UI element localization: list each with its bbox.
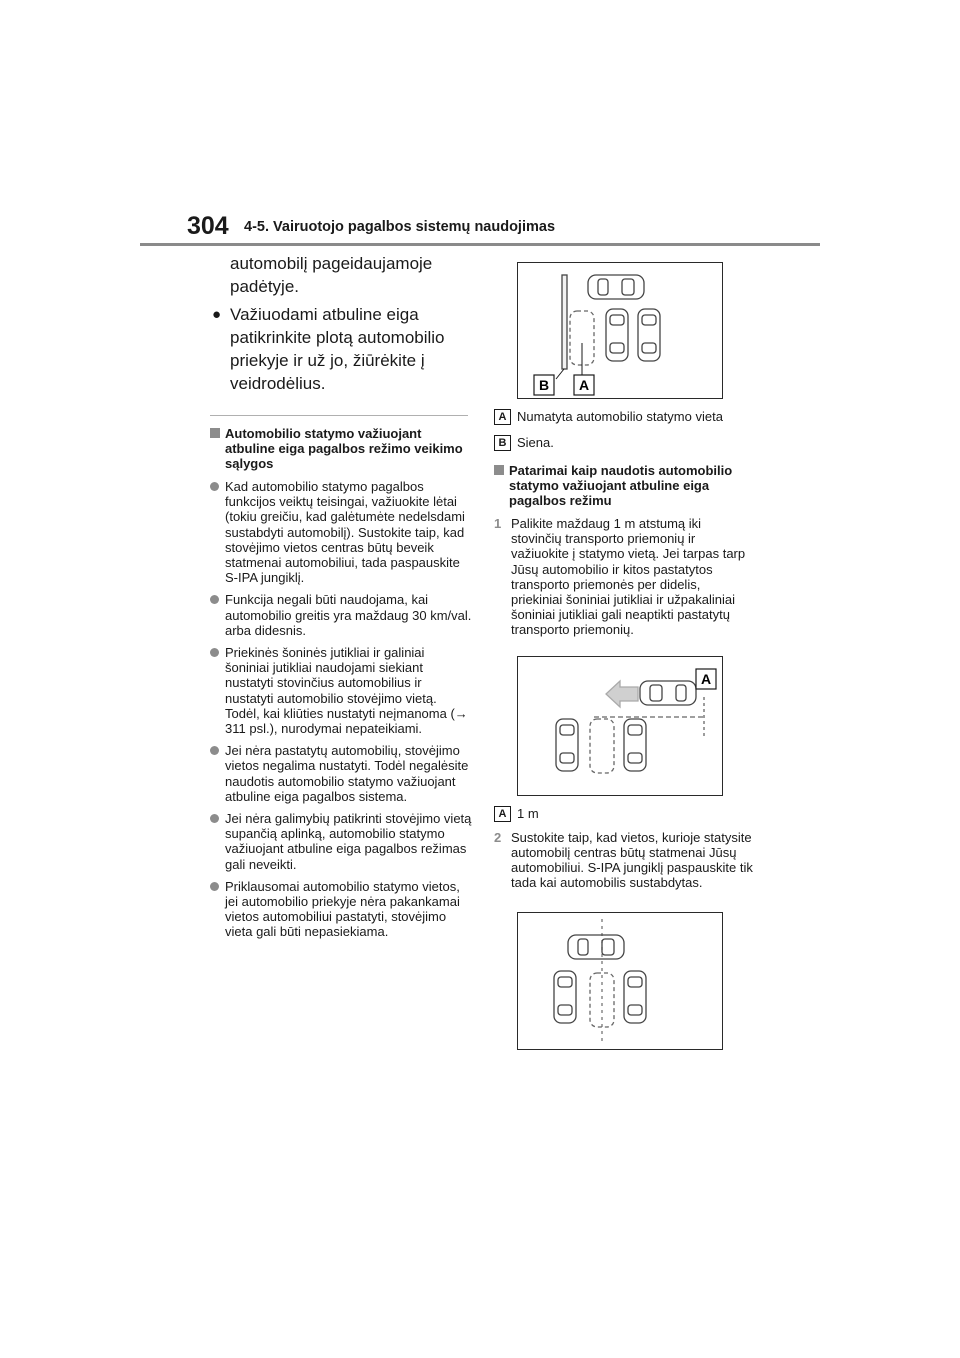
car-top-icon <box>588 275 644 299</box>
square-bullet-icon <box>494 465 504 475</box>
legend-a <box>494 409 754 425</box>
step-number: 1 <box>494 516 502 531</box>
list-item-text: Funkcija negali būti naudojama, kai automobilio greitis yra maždaug 30 km/val. arba didesnis. <box>225 592 472 638</box>
square-bullet-icon <box>210 428 220 438</box>
parked-car-icon <box>554 971 576 1023</box>
right-column <box>494 262 754 1050</box>
parked-car-icon <box>606 309 628 361</box>
legend-a-distance <box>494 806 754 822</box>
continuation-text: automobilį pageidaujamoje padėtyje. <box>230 254 433 296</box>
section-heading-text: Patarimai kaip naudotis automobilio statymo važiuojant atbuline eiga pagalbos režimu <box>509 463 733 508</box>
figure-label-a: A <box>578 377 590 393</box>
list-item-text: Priekinės šoninės jutikliai ir galiniai šoniniai jutikliai naudojami siekiant nustatyti stovinčius automobilius ir nustatyti automobilio stovėjimo vietą. Todėl, kai kliūties nustatyti neįmanoma (→ 311 psl.), nurodymai nepateikiami. <box>225 645 468 737</box>
bullet-dot-icon: ● <box>212 306 222 323</box>
legend-text-b: Siena. <box>517 435 554 450</box>
legend-key-a: A <box>494 806 511 822</box>
parked-car-icon <box>624 971 646 1023</box>
figure-label-b: B <box>538 377 550 393</box>
parked-car-icon <box>638 309 660 361</box>
bullet-dot-icon <box>210 814 219 823</box>
parked-car-icon <box>556 719 578 771</box>
section-divider <box>210 415 468 416</box>
header-rule <box>140 243 820 246</box>
list-item <box>210 879 472 940</box>
figure-label-a: A <box>700 670 712 687</box>
legend-b <box>494 435 754 451</box>
bullet-dot-icon <box>210 482 219 491</box>
section-heading-tips <box>494 463 754 508</box>
list-item-text: Priklausomai automobilio statymo vietos, jei automobilio priekyje nėra pakankamai vietos automobiliui pastatyti, stovėjimo vieta gali būti nepasiekiama. <box>225 878 460 940</box>
list-item <box>210 592 472 638</box>
legend-text-a: 1 m <box>517 805 539 821</box>
page-number: 304 <box>187 212 229 240</box>
figure-approach <box>517 656 723 796</box>
section-heading-conditions <box>210 426 472 471</box>
wall-shape <box>562 275 567 369</box>
figure-parking-space <box>517 262 723 399</box>
legend-key-b: B <box>494 435 511 451</box>
list-item <box>210 743 472 804</box>
list-item <box>210 811 472 872</box>
step-1 <box>494 516 754 638</box>
step-number: 2 <box>494 829 502 845</box>
parked-car-icon <box>624 719 646 771</box>
step-text: Sustokite taip, kad vietos, kurioje statysite automobilį centras būtų statmenai Jūsų automobiliui. S-IPA jungiklį paspauskite tik tada kai automobilis sustabdytas. <box>511 829 753 891</box>
list-item-text: Kad automobilio statymo pagalbos funkcijos veiktų teisingai, važiuokite lėtai (tokiu greičiu, kad galėtumėte nedelsdami sustabdyti automobilį). Sustokite taip, kad stovėjimo vietos centras būtų beveik statmenai automobiliui, tada paspauskite S-IPA jungiklį. <box>225 479 465 586</box>
legend-text-a: Numatyta automobilio statymo vieta <box>517 409 723 424</box>
main-bullet <box>210 303 472 395</box>
car-stopped-icon <box>568 935 624 959</box>
left-column <box>210 252 472 947</box>
chapter-title: 4-5. Vairuotojo pagalbos sistemų naudojimas <box>244 219 556 235</box>
main-bullet-text: Važiuodami atbuline eiga patikrinkite plotą automobilio priekyje ir už jo, žiūrėkite į veidrodėlius. <box>230 305 445 393</box>
step-2 <box>494 830 754 891</box>
target-space-shape <box>590 719 614 773</box>
bullet-dot-icon <box>210 882 219 891</box>
list-item-text: Jei nėra pastatytų automobilių, stovėjimo vietos negalima nustatyti. Todėl negalėsite naudotis automobilio statymo važiuojant atbuline eiga pagalbos sistema. <box>225 743 469 804</box>
page-header <box>0 0 960 250</box>
step-text: Palikite maždaug 1 m atstumą iki stovinčių transporto priemonių ir važiuokite į statymo vietą. Jei tarpas tarp Jūsų automobilio ir kitos pastatytos transporto priemonės per didelis, priekiniai šoniniai jutikliai ir užpakaliniai šoniniai jutikliai gali neaptikti pastatytų transporto priemonių. <box>511 516 746 638</box>
car-moving-icon <box>640 681 696 705</box>
bullet-dot-icon <box>210 746 219 755</box>
bullet-dot-icon <box>210 595 219 604</box>
section-heading-text: Automobilio statymo važiuojant atbuline eiga pagalbos režimo veikimo sąlygos <box>225 426 463 471</box>
list-item <box>210 645 472 736</box>
list-item-text: Jei nėra galimybių patikrinti stovėjimo vietą supančią aplinką, automobilio statymo važiuojant atbuline eiga pagalbos režimas gali neveikti. <box>225 811 472 872</box>
bullet-dot-icon <box>210 648 219 657</box>
direction-arrow-icon <box>606 681 638 707</box>
list-item <box>210 479 472 585</box>
figure-stop-position <box>517 912 723 1050</box>
legend-key-a: A <box>494 409 511 425</box>
